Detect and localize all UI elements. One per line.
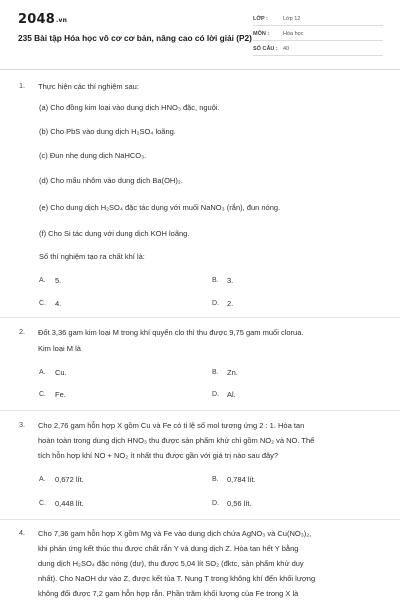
document-title: 235 Bài tập Hóa học vô cơ cơ bản, nâng cao có lời giải (P2) xyxy=(18,33,252,43)
question-stem-line: Cho 2,76 gam hỗn hợp X gồm Cu và Fe có tỉ lệ số mol tương ứng 2 : 1. Hòa tan xyxy=(38,421,305,430)
meta-key: LỚP : xyxy=(253,16,268,22)
question-stem-line: Đốt 3,36 gam kim loại M trong khí quyển clo thì thu được 9,75 gam muối clorua. xyxy=(38,328,304,337)
option-text: 4. xyxy=(55,299,62,308)
option-text: Cu. xyxy=(55,368,67,377)
question-divider xyxy=(0,519,400,520)
option-letter: B. xyxy=(212,369,219,376)
option-letter: B. xyxy=(212,277,219,284)
meta-key: SỐ CÂU : xyxy=(253,46,278,52)
logo-tld: .vn xyxy=(55,17,68,24)
question-number: 1. xyxy=(19,81,25,90)
page-header xyxy=(0,0,400,70)
option-letter: A. xyxy=(39,476,46,483)
meta-value: 40 xyxy=(283,46,290,52)
question-stem-line: không đổi được 7,2 gam hỗn hợp rắn. Phần trăm khối lượng của Fe trong X là xyxy=(38,589,299,598)
option-text: Al. xyxy=(227,390,236,399)
option-text: Zn. xyxy=(227,368,238,377)
option-text: 0,672 lít. xyxy=(55,475,84,484)
question-divider xyxy=(0,410,400,411)
meta-question-count xyxy=(253,44,383,56)
option-letter: C. xyxy=(39,391,46,398)
option-text: 0,56 lít. xyxy=(227,499,252,508)
logo-text: 2048 xyxy=(18,12,55,27)
question-stem-line: dung dịch H₂SO₄ đặc nóng (dư), thu được 5,04 lít SO₂ (đktc, sản phẩm khử duy xyxy=(38,559,304,568)
question-stem-line: hoàn toàn trong dung dịch HNO₃ thu được sản phẩm khử chỉ gồm NO₂ và NO. Thể xyxy=(38,436,315,445)
option-letter: B. xyxy=(212,476,219,483)
option-text: Fe. xyxy=(55,390,66,399)
experiment-item: (a) Cho đồng kim loại vào dung dịch HNO₃ đặc, nguội. xyxy=(39,103,220,112)
question-stem-line: khi phản ứng kết thúc thu được chất rắn Y và dung dịch Z. Hòa tan hết Y bằng xyxy=(38,544,299,553)
question-stem-line: Kim loại M là xyxy=(38,344,81,353)
option-text: 0,784 lít. xyxy=(227,475,256,484)
experiment-item: (f) Cho Si tác dụng với dung dịch KOH loãng. xyxy=(39,229,190,238)
question-ask: Số thí nghiệm tạo ra chất khí là: xyxy=(39,252,145,261)
option-letter: D. xyxy=(212,391,219,398)
question-stem-line: nhất). Cho NaOH dư vào Z, được kết tủa T. Nung T trong không khí đến khối lượng xyxy=(38,574,316,583)
question-number: 2. xyxy=(19,327,25,336)
option-letter: C. xyxy=(39,300,46,307)
option-text: 3. xyxy=(227,276,234,285)
option-letter: A. xyxy=(39,277,46,284)
option-text: 5. xyxy=(55,276,62,285)
option-text: 2. xyxy=(227,299,234,308)
option-letter: A. xyxy=(39,369,46,376)
option-text: 0,448 lít. xyxy=(55,499,84,508)
question-stem-line: tích hỗn hợp khí NO + NO₂ ít nhất thu được gần với giá trị nào sau đây? xyxy=(38,451,279,460)
meta-subject xyxy=(253,29,383,41)
option-letter: C. xyxy=(39,500,46,507)
experiment-item: (e) Cho dung dịch H₂SO₄ đặc tác dụng với muối NaNO₃ (rắn), đun nóng. xyxy=(39,203,281,212)
experiment-item: (c) Đun nhẹ dung dịch NaHCO₃. xyxy=(39,151,147,160)
option-letter: D. xyxy=(212,500,219,507)
question-number: 3. xyxy=(19,420,25,429)
option-letter: D. xyxy=(212,300,219,307)
meta-key: MÔN : xyxy=(253,31,270,37)
question-number: 4. xyxy=(19,528,25,537)
meta-value: Lớp 12 xyxy=(283,16,301,22)
experiment-item: (d) Cho mẩu nhôm vào dung dịch Ba(OH)₂. xyxy=(39,176,183,185)
experiment-item: (b) Cho PbS vào dung dịch H₂SO₄ loãng. xyxy=(39,127,176,136)
meta-value: Hóa học xyxy=(283,31,304,37)
question-stem-line: Cho 7,36 gam hỗn hợp X gồm Mg và Fe vào dung dịch chứa AgNO₃ và Cu(NO₃)₂, xyxy=(38,529,312,538)
site-logo[interactable] xyxy=(18,12,67,27)
question-divider xyxy=(0,317,400,318)
meta-class xyxy=(253,14,383,26)
question-stem: Thực hiện các thí nghiệm sau: xyxy=(38,82,139,91)
